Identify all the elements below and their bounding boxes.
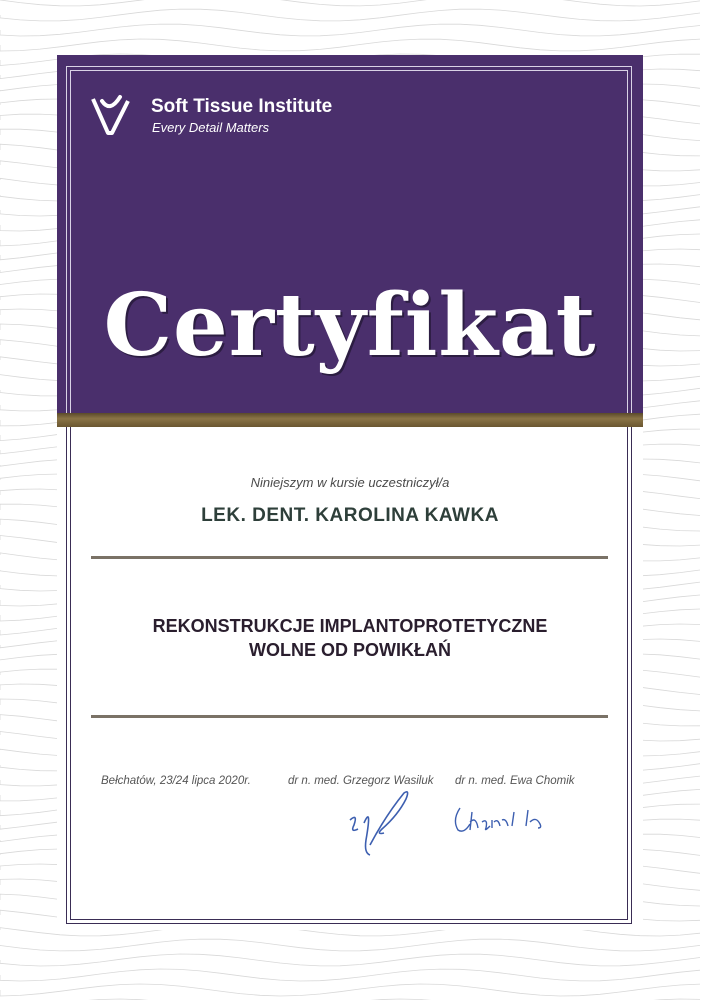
divider-bottom xyxy=(91,715,608,718)
brand-tagline: Every Detail Matters xyxy=(152,120,270,135)
intro-text: Niniejszym w kursie uczestniczył/a xyxy=(250,475,450,490)
certificate-title: Certyfikat xyxy=(103,275,597,376)
course-title-line-1: REKONSTRUKCJE IMPLANTOPROTETYCZNE xyxy=(152,616,548,636)
signer-2-name: dr n. med. Ewa Chomik xyxy=(455,775,575,787)
tooth-v-logo-icon xyxy=(90,93,134,137)
signature-1 xyxy=(336,785,416,860)
divider-top xyxy=(91,556,608,559)
signature-2 xyxy=(450,800,550,840)
place-date: Bełchatów, 23/24 lipca 2020r. xyxy=(101,775,251,787)
signer-1-name: dr n. med. Grzegorz Wasiluk xyxy=(288,775,434,787)
course-title-line-2: WOLNE OD POWIKŁAŃ xyxy=(249,640,451,660)
gold-band xyxy=(57,413,643,427)
brand-name: Soft Tissue Institute xyxy=(151,96,333,117)
recipient-name: LEK. DENT. KAROLINA KAWKA xyxy=(201,505,499,526)
